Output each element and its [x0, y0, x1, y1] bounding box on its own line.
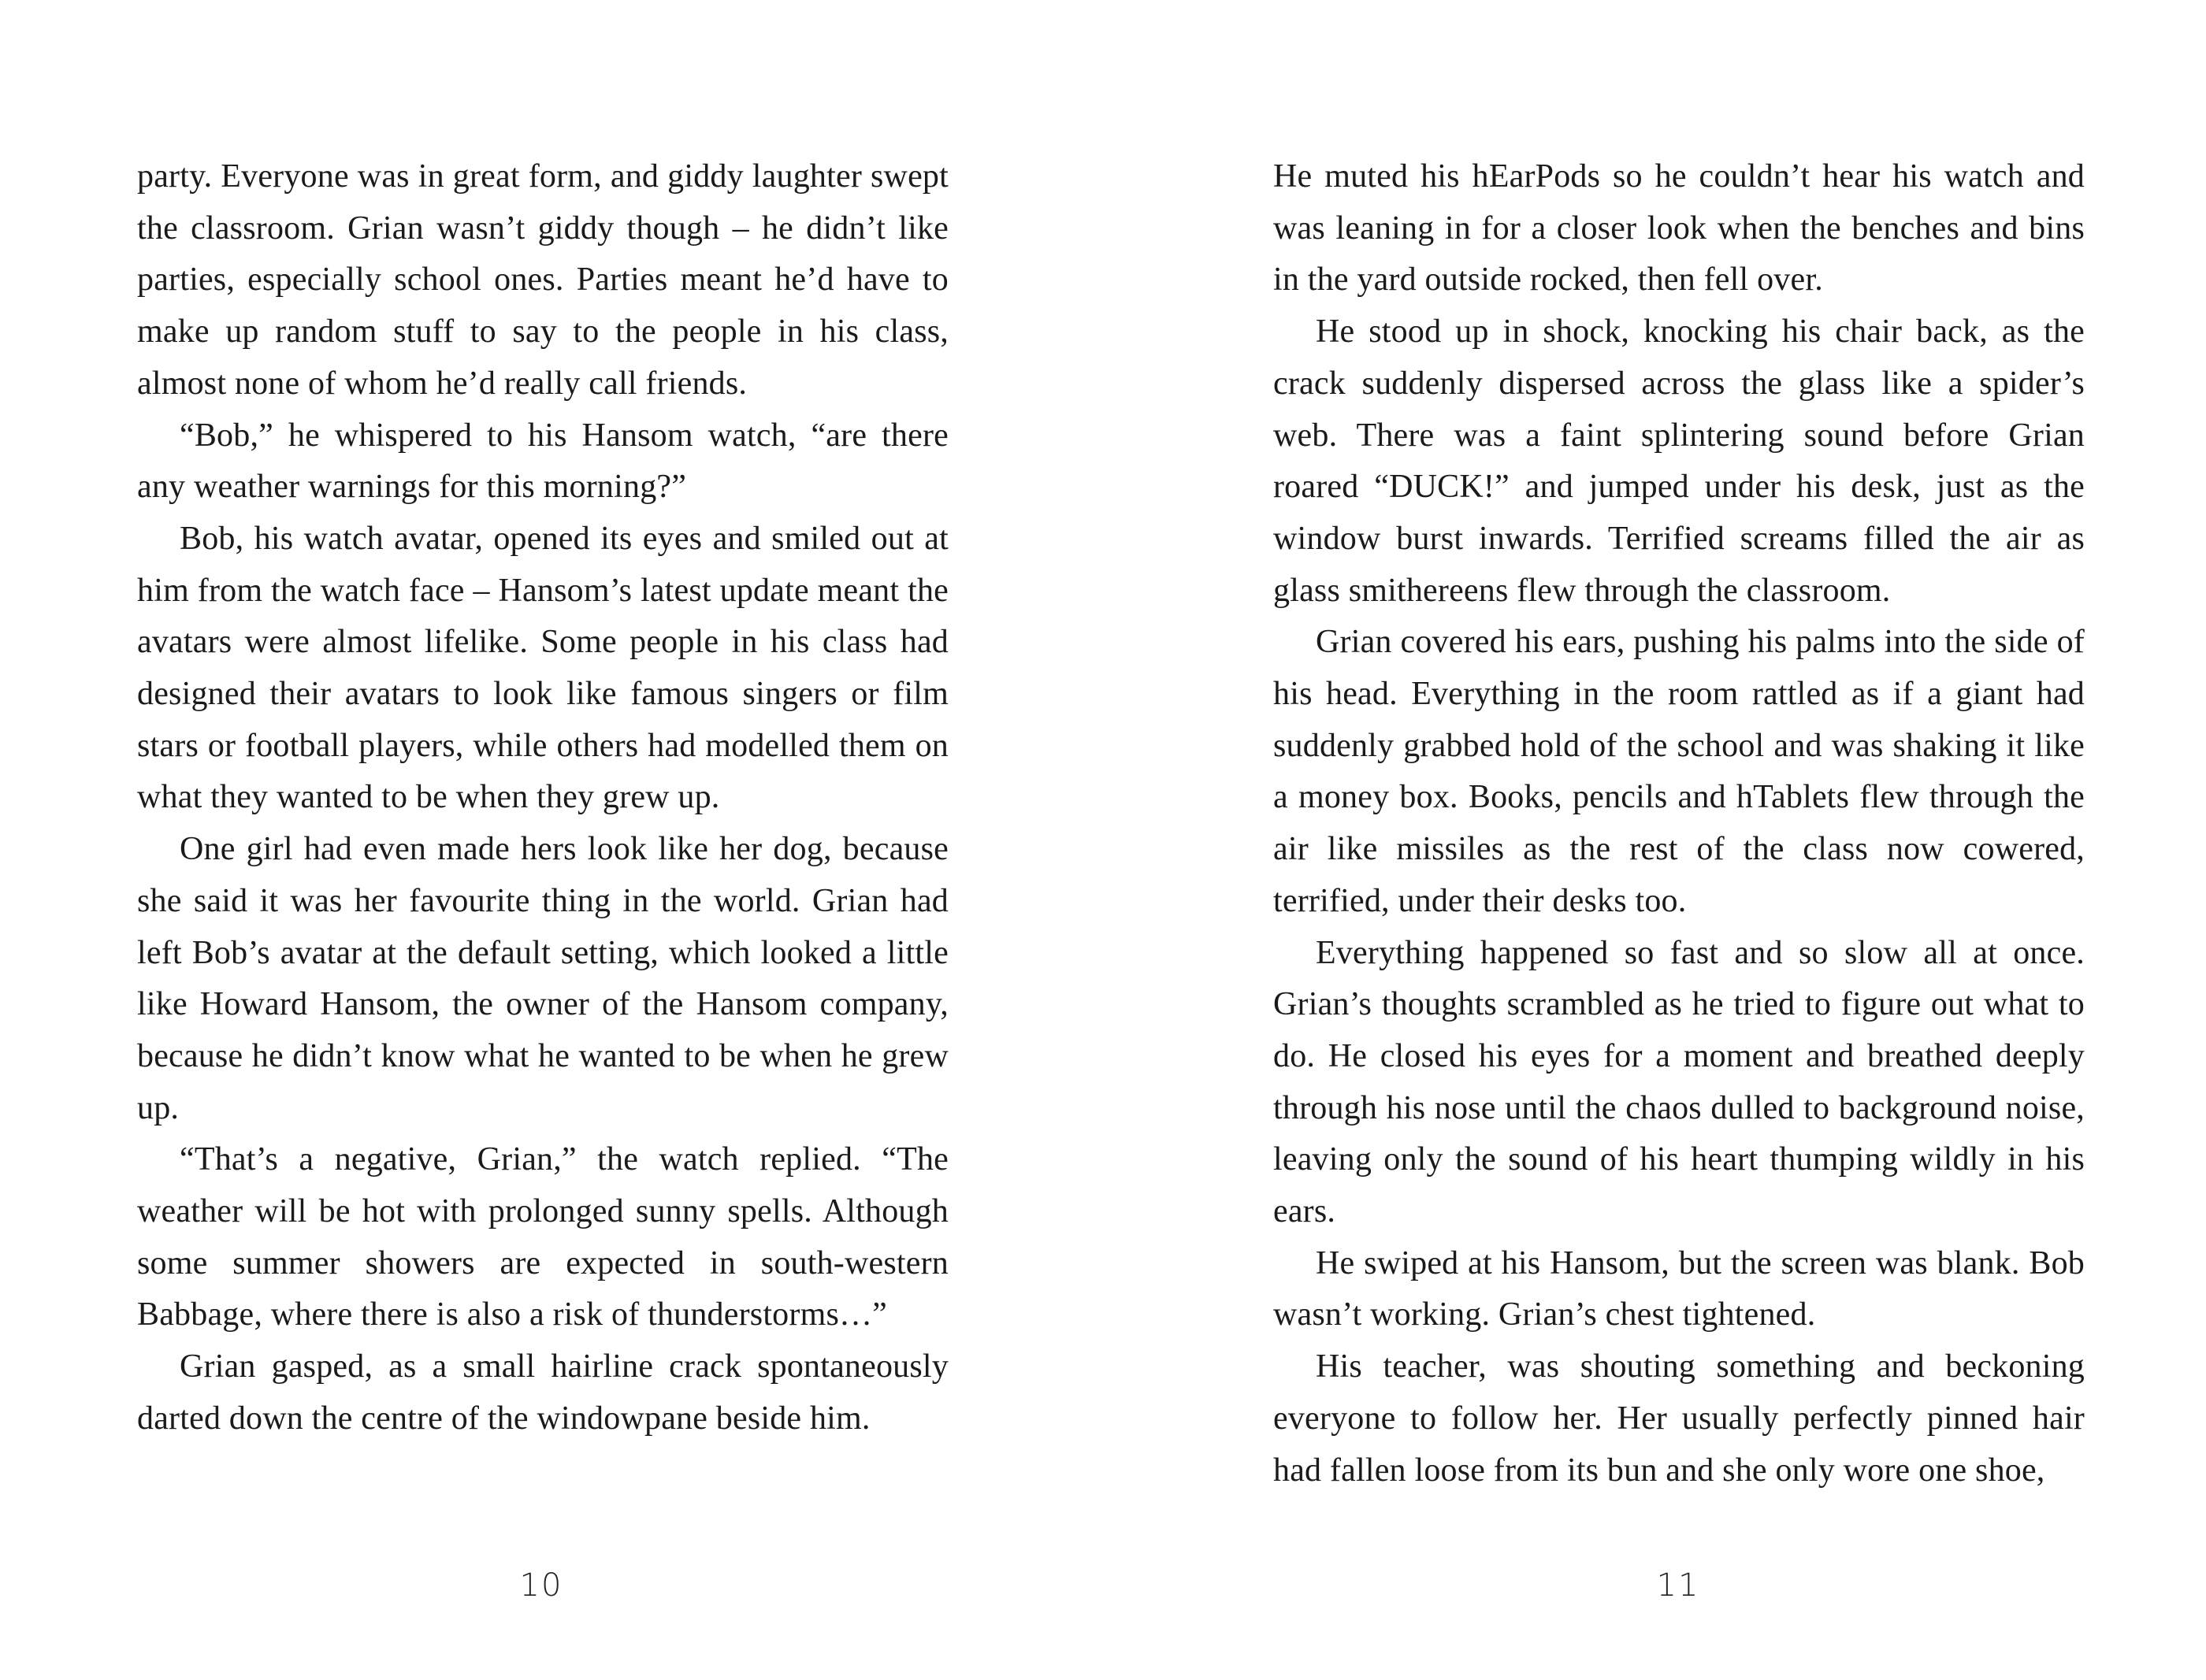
- paragraph: Grian gasped, as a small hairline crack spontaneously darted down the centre of the windowpane beside him.: [137, 1348, 949, 1437]
- paragraph: He stood up in shock, knocking his chair back, as the crack suddenly dispersed across the glass like a spider’s web. There was a faint splintering sound before Grian roared “DUCK!” and jumped under his desk, just as the window burst inwards. Terrified screams filled the air as glass smithereens flew through the classroom.: [1273, 313, 2085, 609]
- right-page: [1103, 0, 2206, 1680]
- paragraph: Everything happened so fast and so slow all at once. Grian’s thoughts scrambled as he tried to figure out what to do. He closed his eyes for a moment and breathed deeply through his nose until the chaos dulled to background noise, leaving only the sound of his heart thumping wildly in his ears.: [1273, 934, 2085, 1230]
- paragraph: Grian covered his ears, pushing his palms into the side of his head. Everything in the room rattled as if a giant had suddenly grabbed hold of the school and was shaking it like a money box. Books, pencils and hTablets flew through the air like missiles as the rest of the class now cowered, terrified, under their desks too.: [1273, 624, 2085, 919]
- page-number: 11: [1656, 1567, 1700, 1604]
- right-page-text: [1273, 151, 2085, 1496]
- paragraph: His teacher, was shouting something and beckoning everyone to follow her. Her usually perfectly pinned hair had fallen loose from its bun and she only wore one shoe,: [1273, 1348, 2085, 1489]
- page-number: 10: [519, 1567, 563, 1604]
- paragraph: He swiped at his Hansom, but the screen was blank. Bob wasn’t working. Grian’s chest tightened.: [1273, 1244, 2085, 1333]
- paragraph: party. Everyone was in great form, and giddy laughter swept the classroom. Grian wasn’t giddy though – he didn’t like parties, especially school ones. Parties meant he’d have to make up random stuff to say to the people in his class, almost none of whom he’d really call friends.: [137, 158, 949, 402]
- paragraph: He muted his hEarPods so he couldn’t hear his watch and was leaning in for a closer look when the benches and bins in the yard outside rocked, then fell over.: [1273, 158, 2085, 299]
- paragraph: One girl had even made hers look like her dog, because she said it was her favourite thing in the world. Grian had left Bob’s avatar at the default setting, which looked a little like Howard Hansom, the owner of the Hansom company, because he didn’t know what he wanted to be when he grew up.: [137, 831, 949, 1126]
- paragraph: Bob, his watch avatar, opened its eyes and smiled out at him from the watch face – Hansom’s latest update meant the avatars were almost lifelike. Some people in his class had designed their avatars to look like famous singers or film stars or football players, while others had modelled them on what they wanted to be when they grew up.: [137, 520, 949, 816]
- paragraph: “Bob,” he whispered to his Hansom watch, “are there any weather warnings for this morning?”: [137, 417, 949, 506]
- left-page-text: [137, 151, 949, 1445]
- paragraph: “That’s a negative, Grian,” the watch replied. “The weather will be hot with prolonged sunny spells. Although some summer showers are expected in south-western Babbage, where there is also a risk of thunderstorms…”: [137, 1141, 949, 1333]
